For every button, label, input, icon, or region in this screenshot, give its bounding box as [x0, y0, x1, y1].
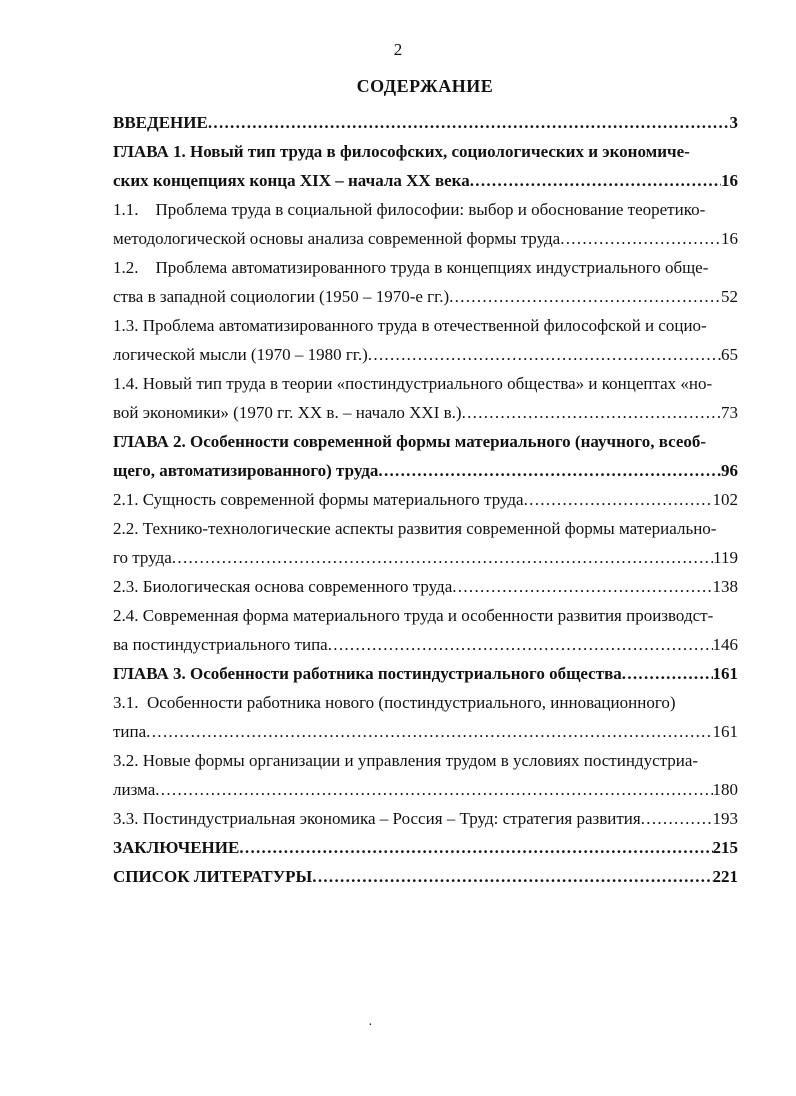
dot-leader: [146, 717, 712, 746]
toc-section-entry[interactable]: [113, 572, 738, 601]
toc-entry-leader-line: [113, 108, 738, 137]
toc-page-number: 193: [712, 809, 738, 828]
page-number: 2: [393, 40, 403, 59]
dot-leader: [524, 485, 713, 514]
toc-entry-leader-line: [113, 224, 738, 253]
toc-entry-label: 3.3. Постиндустриальная экономика – Россия – Труд: стратегия развития: [113, 809, 641, 828]
toc-entry-leader-line: [113, 340, 738, 369]
toc-entry-label: 2.1. Сущность современной формы материального труда: [113, 490, 524, 509]
toc-entry-leader-line: [113, 485, 738, 514]
page-title: СОДЕРЖАНИЕ: [356, 76, 494, 96]
toc-entry-label: методологической основы анализа современной формы труда: [113, 229, 561, 248]
toc-entry-text-line: 3.1. Особенности работника нового (постиндустриального, инновационного): [113, 693, 676, 712]
toc-entry-label: ЗАКЛЮЧЕНИЕ: [113, 838, 240, 857]
toc-entry-text-line: 1.1. Проблема труда в социальной философии: выбор и обоснование теоретико-: [113, 200, 706, 219]
toc-page-number: 16: [721, 171, 738, 190]
toc-page-number: 119: [713, 548, 738, 567]
dot-leader: [378, 456, 721, 485]
toc-entry-label: ГЛАВА 3. Особенности работника постиндустриального общества: [113, 664, 622, 683]
toc-entry-label: го труда: [113, 548, 172, 567]
toc-section-entry[interactable]: [113, 311, 738, 369]
toc-page-number: 138: [712, 577, 738, 596]
toc-entry-label: щего, автоматизированного) труда: [113, 461, 379, 480]
toc-page-number: 3: [729, 113, 738, 132]
toc-section-entry[interactable]: [113, 485, 738, 514]
toc-page-number: 146: [712, 635, 738, 654]
toc-chapter-entry[interactable]: [113, 862, 738, 891]
dot-leader: [368, 340, 721, 369]
dot-leader: [462, 398, 721, 427]
table-of-contents: [113, 108, 738, 891]
dot-leader: [452, 572, 712, 601]
toc-entry-text-line: ГЛАВА 1. Новый тип труда в философских, социологических и экономиче-: [113, 142, 690, 161]
toc-section-entry[interactable]: [113, 253, 738, 311]
toc-entry-label: 2.3. Биологическая основа современного труда: [113, 577, 453, 596]
toc-section-entry[interactable]: [113, 369, 738, 427]
toc-entry-label: ства в западной социологии (1950 – 1970-е гг.): [113, 287, 450, 306]
dot-leader: [328, 630, 713, 659]
toc-entry-leader-line: [113, 572, 738, 601]
toc-entry-text-line: 3.2. Новые формы организации и управления трудом в условиях постиндустриа-: [113, 751, 699, 770]
toc-entry-text-line: 1.2. Проблема автоматизированного труда в концепциях индустриального обще-: [113, 258, 709, 277]
toc-entry-label: логической мысли (1970 – 1980 гг.): [113, 345, 368, 364]
toc-entry-text-line: ГЛАВА 2. Особенности современной формы материального (научного, всеоб-: [113, 432, 707, 451]
toc-entry-label: ва постиндустриального типа: [113, 635, 328, 654]
toc-entry-leader-line: [113, 833, 738, 862]
toc-entry-leader-line: [113, 804, 738, 833]
dot-leader: [470, 166, 721, 195]
toc-entry-leader-line: [113, 166, 738, 195]
toc-page-number: 96: [721, 461, 738, 480]
toc-section-entry[interactable]: [113, 688, 738, 746]
dot-leader: [312, 862, 712, 891]
dot-leader: [622, 659, 713, 688]
dot-leader: [239, 833, 712, 862]
toc-entry-leader-line: [113, 659, 738, 688]
toc-page-number: 161: [712, 722, 738, 741]
toc-page-number: 161: [712, 664, 738, 683]
toc-entry-leader-line: [113, 775, 738, 804]
toc-entry-leader-line: [113, 456, 738, 485]
toc-chapter-entry[interactable]: [113, 427, 738, 485]
dot-leader: [449, 282, 721, 311]
dot-leader: [155, 775, 712, 804]
scan-speck: ·: [368, 1018, 373, 1033]
toc-entry-leader-line: [113, 630, 738, 659]
toc-section-entry[interactable]: [113, 746, 738, 804]
toc-entry-label: СПИСОК ЛИТЕРАТУРЫ: [113, 867, 313, 886]
toc-entry-text-line: 2.4. Современная форма материального труда и особенности развития производст-: [113, 606, 714, 625]
toc-page-number: 102: [712, 490, 738, 509]
toc-page-number: 16: [721, 229, 738, 248]
toc-section-entry[interactable]: [113, 601, 738, 659]
toc-page-number: 221: [712, 867, 738, 886]
toc-page-number: 215: [712, 838, 738, 857]
toc-section-entry[interactable]: [113, 804, 738, 833]
dot-leader: [641, 804, 713, 833]
toc-page-number: 73: [721, 403, 738, 422]
toc-entry-leader-line: [113, 398, 738, 427]
toc-page-number: 65: [721, 345, 738, 364]
toc-entry-leader-line: [113, 862, 738, 891]
toc-page-number: 52: [721, 287, 738, 306]
toc-entry-text-line: 1.3. Проблема автоматизированного труда в отечественной философской и социо-: [113, 316, 707, 335]
toc-entry-leader-line: [113, 717, 738, 746]
toc-section-entry[interactable]: [113, 195, 738, 253]
toc-entry-leader-line: [113, 282, 738, 311]
toc-entry-label: вой экономики» (1970 гг. XX в. – начало XXI в.): [113, 403, 462, 422]
toc-entry-label: лизма: [113, 780, 156, 799]
toc-entry-label: ских концепциях конца XIX – начала XX века: [113, 171, 470, 190]
toc-entry-label: типа: [113, 722, 147, 741]
toc-entry-text-line: 1.4. Новый тип труда в теории «постиндустриального общества» и концептах «но-: [113, 374, 713, 393]
dot-leader: [172, 543, 713, 572]
dot-leader: [560, 224, 721, 253]
toc-chapter-entry[interactable]: [113, 137, 738, 195]
toc-entry-label: ВВЕДЕНИЕ: [113, 113, 208, 132]
toc-page-number: 180: [712, 780, 738, 799]
toc-entry-text-line: 2.2. Технико-технологические аспекты развития современной формы материально-: [113, 519, 717, 538]
toc-chapter-entry[interactable]: [113, 833, 738, 862]
toc-chapter-entry[interactable]: [113, 108, 738, 137]
dot-leader: [208, 108, 730, 137]
toc-section-entry[interactable]: [113, 514, 738, 572]
toc-chapter-entry[interactable]: [113, 659, 738, 688]
toc-entry-leader-line: [113, 543, 738, 572]
